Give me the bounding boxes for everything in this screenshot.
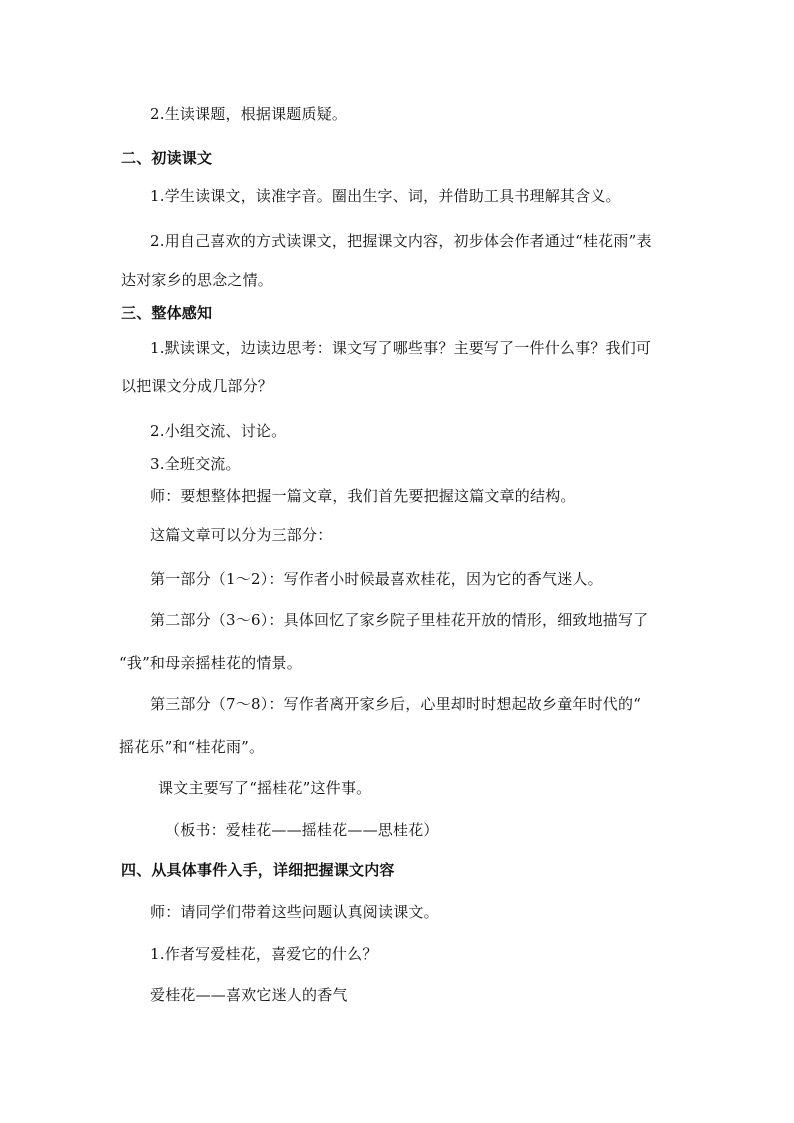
section-heading-4: 四、从具体事件入手，详细把握课文内容 (121, 861, 395, 879)
paragraph-line: 摇花乐”和“桂花雨”。 (119, 738, 265, 756)
paragraph-line: 达对家乡的思念之情。 (121, 271, 274, 289)
paragraph-line: 1.学生读课文，读准字音。圈出生字、词，并借助工具书理解其含义。 (150, 187, 621, 205)
paragraph-line: 1.作者写爱桂花，喜爱它的什么？ (150, 945, 378, 963)
section-heading-3: 三、整体感知 (121, 304, 213, 322)
paragraph-line: 2.小组交流、讨论。 (150, 422, 287, 440)
paragraph-line: 师：请同学们带着这些问题认真阅读课文。 (150, 903, 439, 921)
paragraph-line: 第一部分（1～2）：写作者小时候最喜欢桂花，因为它的香气迷人。 (150, 570, 603, 588)
paragraph-line: 师：要想整体把握一篇文章，我们首先要把握这篇文章的结构。 (150, 487, 576, 505)
paragraph-line: 这篇文章可以分为三部分： (150, 526, 333, 544)
paragraph-line: “我”和母亲摇桂花的情景。 (119, 654, 302, 672)
paragraph-line: 2.用自己喜欢的方式读课文，把握课文内容，初步体会作者通过“桂花雨”表 (150, 232, 652, 250)
paragraph-line: 2.生读课题，根据课题质疑。 (150, 105, 348, 123)
section-heading-2: 二、初读课文 (121, 149, 213, 167)
paragraph-line: 3.全班交流。 (150, 455, 241, 473)
board-note: （板书：爱桂花——摇桂花——思桂花） (165, 821, 439, 839)
paragraph-line: 课文主要写了“摇桂花”这件事。 (158, 779, 372, 797)
paragraph-line: 第二部分（3～6）：具体回忆了家乡院子里桂花开放的情形，细致地描写了 (150, 611, 649, 629)
paragraph-line: 第三部分（7～8）：写作者离开家乡后，心里却时时想起故乡童年时代的“ (150, 695, 642, 713)
paragraph-line: 1.默读课文，边读边思考：课文写了哪些事？主要写了一件什么事？我们可 (150, 339, 652, 357)
paragraph-line: 爱桂花——喜欢它迷人的香气 (150, 986, 348, 1004)
paragraph-line: 以把课文分成几部分？ (121, 377, 274, 395)
